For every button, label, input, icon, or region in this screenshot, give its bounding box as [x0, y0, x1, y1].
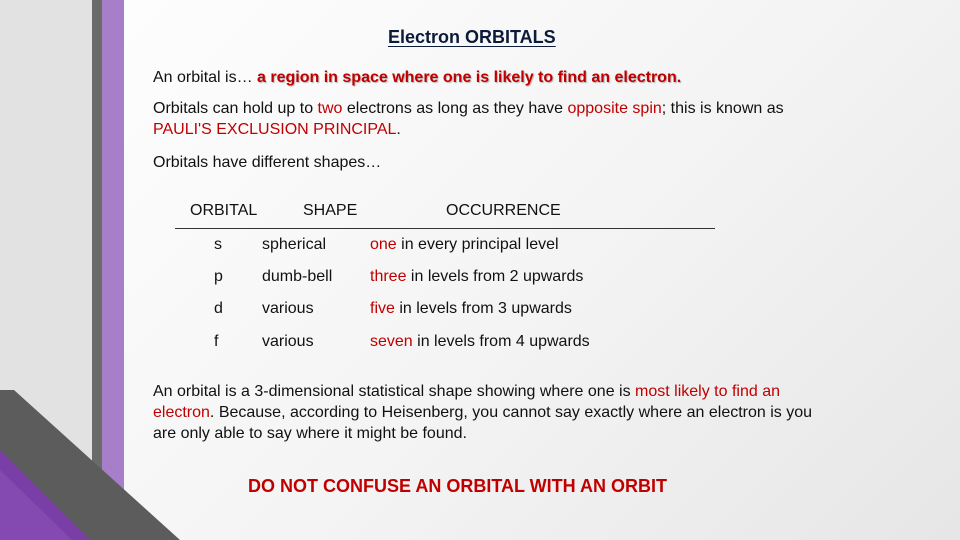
row-occurrence-text: in levels from 4 upwards — [412, 333, 590, 350]
row-count: three — [370, 268, 407, 285]
row-occurrence — [370, 333, 590, 351]
row-occurrence — [370, 236, 559, 254]
table-header-divider — [175, 228, 715, 229]
orbital-definition — [153, 67, 681, 88]
pauli-principle: PAULI'S EXCLUSION PRINCIPAL — [153, 121, 397, 138]
pauli-text-3: ; this is known as — [661, 100, 784, 117]
row-occurrence-text: in every principal level — [396, 236, 559, 253]
summary-paragraph — [153, 381, 818, 444]
row-occurrence — [370, 268, 583, 286]
row-occurrence-text: in levels from 3 upwards — [394, 300, 572, 317]
row-shape: dumb-bell — [262, 268, 333, 285]
header-shape: SHAPE — [303, 202, 358, 219]
pauli-text-4: . — [396, 121, 401, 138]
pauli-text-1: Orbitals can hold up to — [153, 100, 318, 117]
pauli-text-2: electrons as long as they have — [342, 100, 568, 117]
row-shape: various — [262, 333, 314, 350]
warning-text: DO NOT CONFUSE AN ORBITAL WITH AN ORBIT — [248, 476, 667, 496]
row-orbital: p — [214, 268, 223, 285]
row-occurrence — [370, 300, 572, 318]
pauli-two: two — [317, 100, 343, 117]
slide-title: Electron ORBITALS — [388, 27, 556, 47]
row-shape: spherical — [262, 236, 327, 253]
row-count: one — [370, 236, 397, 253]
shapes-intro: Orbitals have different shapes… — [153, 154, 382, 171]
summary-text-2: . Because, according to Heisenberg, you cannot say exactly where an electron is you are only able to say where it might be found. — [153, 404, 813, 442]
row-count: five — [370, 300, 395, 317]
pauli-spin: opposite spin — [567, 100, 662, 117]
definition-highlight: a region in space where one is likely to find an electron. — [257, 69, 682, 86]
row-shape: various — [262, 300, 314, 317]
row-occurrence-text: in levels from 2 upwards — [406, 268, 584, 285]
row-orbital: s — [214, 236, 222, 253]
row-orbital: d — [214, 300, 223, 317]
summary-text-1: An orbital is a 3-dimensional statistical shape showing where one is — [153, 383, 636, 400]
row-orbital: f — [214, 333, 219, 350]
header-orbital: ORBITAL — [190, 202, 258, 219]
header-occurrence: OCCURRENCE — [446, 202, 561, 219]
row-count: seven — [370, 333, 413, 350]
pauli-paragraph — [153, 98, 793, 140]
summary-highlight: most likely to find an electron — [153, 383, 780, 421]
definition-lead: An orbital is… — [153, 69, 258, 86]
